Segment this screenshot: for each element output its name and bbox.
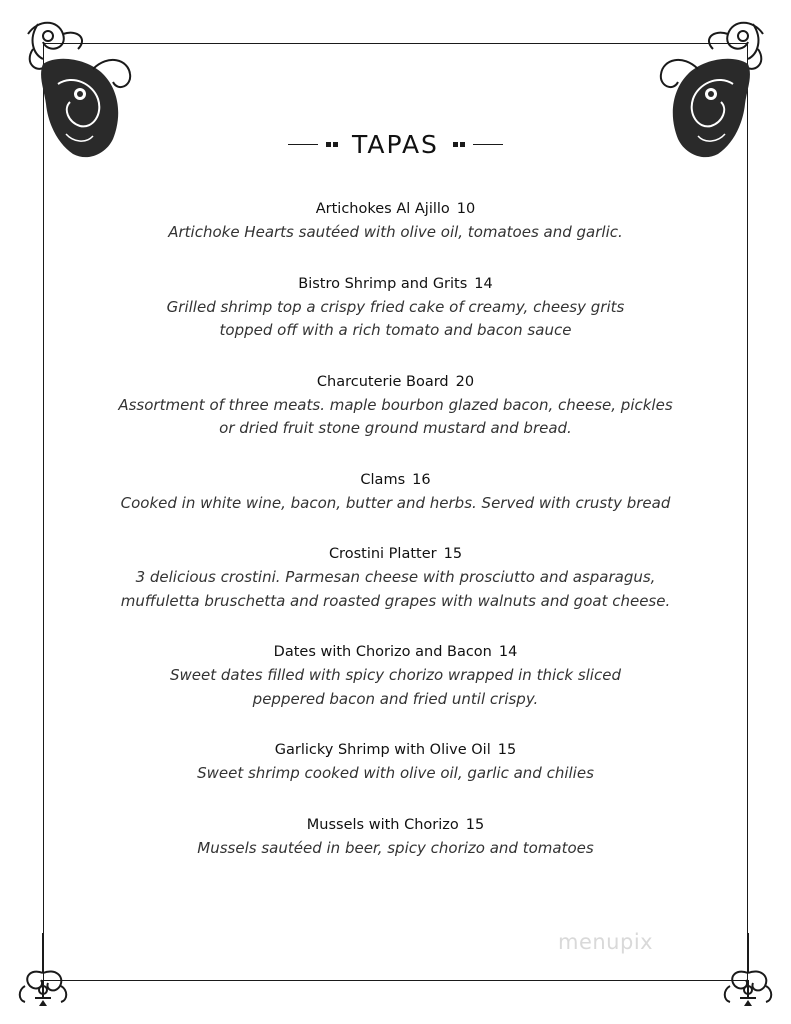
item-price: 16	[412, 471, 431, 488]
menu-list	[110, 198, 681, 860]
item-price: 15	[497, 742, 517, 758]
corner-ornament-bottom-right	[718, 928, 788, 1008]
watermark: menupix	[558, 930, 654, 954]
item-price: 14	[498, 644, 518, 660]
section-title: TAPAS	[352, 130, 439, 159]
flourish-icon	[718, 928, 788, 1008]
menu-item	[110, 739, 681, 786]
corner-ornament-bottom-left	[15, 928, 85, 1008]
item-price: 15	[465, 816, 485, 833]
item-price: 20	[455, 373, 475, 390]
menu-item	[110, 371, 681, 441]
item-name: Clams	[360, 471, 406, 488]
menu-item	[110, 641, 681, 711]
menu-item	[110, 198, 681, 245]
menu-item	[110, 469, 681, 516]
menu-item	[110, 273, 681, 343]
item-price: 14	[474, 275, 493, 292]
menu-item	[110, 543, 681, 613]
flourish-icon	[15, 928, 85, 1008]
square-ornament-icon	[453, 142, 465, 147]
item-name: Artichokes Al Ajillo	[315, 201, 450, 217]
divider	[288, 144, 318, 145]
item-name: Mussels with Chorizo	[306, 816, 459, 833]
item-description: Sweet shrimp cooked with olive oil, garlic and chilies	[197, 764, 594, 782]
item-name: Garlicky Shrimp with Olive Oil	[274, 742, 491, 758]
item-description: Grilled shrimp top a crispy fried cake of creamy, cheesy grits topped off with a rich tomato and bacon sauce	[166, 297, 625, 339]
item-description: Cooked in white wine, bacon, butter and herbs. Served with crusty bread	[120, 493, 671, 512]
item-description: 3 delicious crostini. Parmesan cheese with prosciutto and asparagus, muffuletta bruschetta and roasted grapes with walnuts and goat cheese.	[120, 568, 671, 610]
divider	[473, 144, 503, 145]
item-description: Artichoke Hearts sautéed with olive oil, tomatoes and garlic.	[168, 223, 623, 241]
item-name: Bistro Shrimp and Grits	[298, 275, 468, 292]
item-price: 15	[443, 546, 463, 562]
item-description: Mussels sautéed in beer, spicy chorizo and tomatoes	[197, 838, 594, 857]
menu-item	[110, 814, 681, 861]
square-ornament-icon	[326, 142, 338, 147]
item-description: Sweet dates filled with spicy chorizo wrapped in thick sliced peppered bacon and fried until crispy.	[170, 666, 621, 708]
item-name: Dates with Chorizo and Bacon	[273, 644, 492, 660]
section-header	[0, 130, 791, 159]
item-name: Crostini Platter	[328, 546, 437, 562]
item-description: Assortment of three meats. maple bourbon glazed bacon, cheese, pickles or dried fruit stone ground mustard and bread.	[118, 395, 673, 437]
item-name: Charcuterie Board	[316, 373, 449, 390]
item-price: 10	[456, 201, 476, 217]
